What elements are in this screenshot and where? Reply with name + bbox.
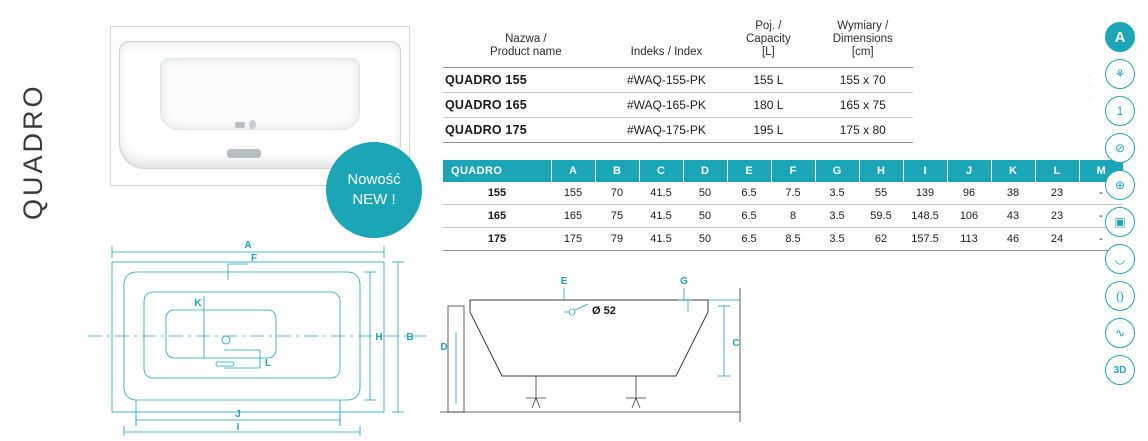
dimension-value-d: 50 [683, 228, 727, 251]
dimension-value-h: 55 [859, 182, 903, 205]
product-index: #WAQ-175-PK [609, 118, 724, 143]
dimension-value-g: 3.5 [815, 182, 859, 205]
dimension-value-d: 50 [683, 205, 727, 228]
drawing-side-view [440, 272, 770, 436]
product-table-col-index: Indeks / Index [609, 18, 724, 68]
dimension-value-l: 24 [1035, 228, 1079, 251]
product-capacity: 195 L [724, 118, 812, 143]
label-f: F [250, 253, 258, 264]
label-k: K [194, 298, 202, 309]
dimension-value-l: 23 [1035, 182, 1079, 205]
product-name: QUADRO 155 [443, 68, 609, 93]
dimension-col-e: E [727, 160, 771, 182]
dimension-value-j: 96 [947, 182, 991, 205]
dimension-value-h: 62 [859, 228, 903, 251]
feature-icon-rail [1100, 22, 1140, 385]
dimension-value-g: 3.5 [815, 228, 859, 251]
dimension-value-k: 43 [991, 205, 1035, 228]
dimension-value-e: 6.5 [727, 228, 771, 251]
faint-registration-marks: · · · [1087, 71, 1090, 102]
drawing-top-view [88, 240, 428, 436]
new-badge-line2: NEW ! [352, 191, 396, 208]
dimension-value-i: 157.5 [903, 228, 947, 251]
dimension-col-quadro: QUADRO [443, 160, 551, 182]
table-row [443, 182, 1123, 205]
dimension-col-m: M [1079, 160, 1123, 182]
dimension-col-j: J [947, 160, 991, 182]
no-air-icon[interactable]: ⊘ [1105, 133, 1135, 163]
dimension-value-f: 8.5 [771, 228, 815, 251]
label-b: B [406, 332, 414, 343]
label-e: E [560, 276, 568, 287]
three-d-icon[interactable]: 3D [1105, 355, 1135, 385]
table-row [443, 118, 913, 143]
dimension-model: 175 [443, 228, 551, 251]
cabinet-icon[interactable]: ▣ [1105, 207, 1135, 237]
dimension-value-b: 79 [595, 228, 639, 251]
product-name: QUADRO 175 [443, 118, 609, 143]
dimension-model: 155 [443, 182, 551, 205]
dimension-value-i: 139 [903, 182, 947, 205]
dimension-value-d: 50 [683, 182, 727, 205]
dimension-value-f: 7.5 [771, 182, 815, 205]
product-capacity: 180 L [724, 93, 812, 118]
product-dimensions: 165 x 75 [813, 93, 913, 118]
dimension-table [443, 160, 1123, 251]
dimension-value-a: 155 [551, 182, 595, 205]
new-badge [326, 142, 422, 238]
globe-icon[interactable]: ⊕ [1105, 170, 1135, 200]
faucet-icon [235, 119, 261, 131]
label-d: D [440, 342, 448, 353]
label-h: H [375, 332, 383, 343]
label-l: L [264, 358, 272, 369]
dimension-value-k: 46 [991, 228, 1035, 251]
table-row [443, 228, 1123, 251]
dimension-col-a: A [551, 160, 595, 182]
hydro-massage-icon[interactable]: ⚘ [1105, 59, 1135, 89]
product-table-col-capacity: Poj. / Capacity [L] [724, 18, 812, 68]
new-badge-line1: Nowość [347, 171, 401, 188]
dimension-col-k: K [991, 160, 1035, 182]
dimension-value-j: 113 [947, 228, 991, 251]
dimension-value-a: 165 [551, 205, 595, 228]
label-a: A [244, 240, 252, 251]
product-table-col-name: Nazwa / Product name [443, 18, 609, 68]
product-table [443, 18, 913, 143]
dimension-col-g: G [815, 160, 859, 182]
dimension-value-f: 8 [771, 205, 815, 228]
dimension-value-m: - [1079, 182, 1123, 205]
drain-panel [227, 149, 261, 158]
table-row [443, 93, 913, 118]
dimension-value-m: - [1079, 205, 1123, 228]
dimension-col-l: L [1035, 160, 1079, 182]
dimension-value-e: 6.5 [727, 205, 771, 228]
dimension-model: 165 [443, 205, 551, 228]
table-row [443, 205, 1123, 228]
label-j: J [235, 409, 241, 420]
label-c: C [732, 338, 740, 349]
one-person-icon[interactable]: 1 [1105, 96, 1135, 126]
product-index: #WAQ-165-PK [609, 93, 724, 118]
dimension-value-k: 38 [991, 182, 1035, 205]
label-i: I [236, 422, 240, 433]
dimension-value-g: 3.5 [815, 205, 859, 228]
page-title: QUADRO [18, 83, 48, 220]
dimension-value-b: 70 [595, 182, 639, 205]
dimension-value-b: 75 [595, 205, 639, 228]
dimension-value-c: 41.5 [639, 228, 683, 251]
dimension-value-m: - [1079, 228, 1123, 251]
dimension-value-j: 106 [947, 205, 991, 228]
dimension-value-c: 41.5 [639, 205, 683, 228]
product-index: #WAQ-155-PK [609, 68, 724, 93]
dimension-value-a: 175 [551, 228, 595, 251]
label-g: G [680, 276, 688, 287]
dimension-col-b: B [595, 160, 639, 182]
dimension-value-l: 23 [1035, 205, 1079, 228]
product-dimensions: 175 x 80 [813, 118, 913, 143]
dimension-value-e: 6.5 [727, 182, 771, 205]
product-table-col-dimensions: Wymiary / Dimensions [cm] [813, 18, 913, 68]
dimension-col-h: H [859, 160, 903, 182]
product-capacity: 155 L [724, 68, 812, 93]
dimension-col-d: D [683, 160, 727, 182]
wave-icon[interactable]: ∿ [1105, 318, 1135, 348]
bathtub-icon[interactable]: ◡ [1105, 244, 1135, 274]
dimension-value-c: 41.5 [639, 182, 683, 205]
table-row [443, 68, 913, 93]
dimension-value-i: 148.5 [903, 205, 947, 228]
dimension-col-f: F [771, 160, 815, 182]
parenthesis-icon[interactable]: () [1105, 281, 1135, 311]
dimension-col-c: C [639, 160, 683, 182]
product-dimensions: 155 x 70 [813, 68, 913, 93]
dimension-table-header-row [443, 160, 1123, 182]
diameter-annotation: Ø 52 [592, 305, 616, 317]
letter-a-badge[interactable]: A [1105, 22, 1135, 52]
dimension-col-i: I [903, 160, 947, 182]
product-name: QUADRO 165 [443, 93, 609, 118]
dimension-value-h: 59.5 [859, 205, 903, 228]
product-table-header-row [443, 18, 913, 68]
